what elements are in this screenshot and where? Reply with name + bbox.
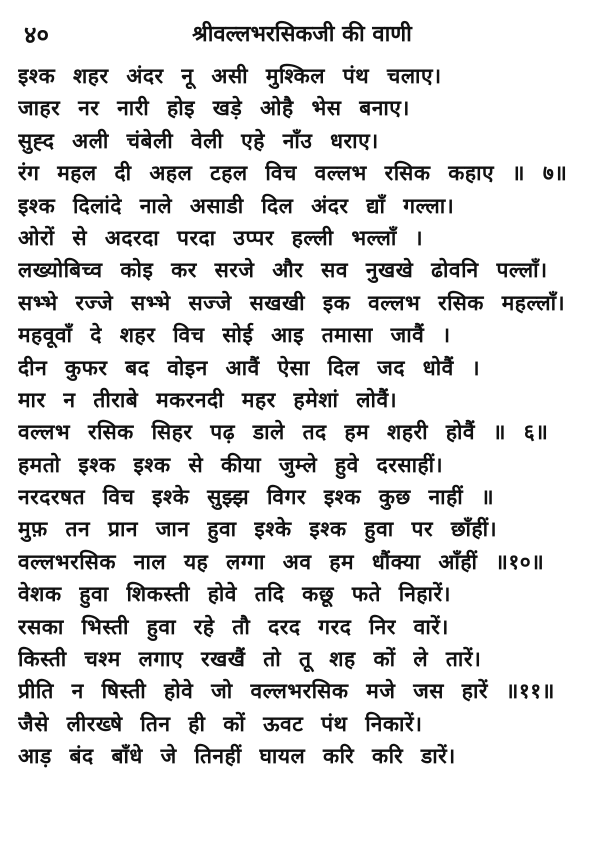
verse-line: इश्क दिलांदे नाले असाडी दिल अंदर द्याँ गल्ला। bbox=[18, 193, 455, 218]
verse-line: लख्योबिच्व कोइ कर सरजे और सव नुखखे ढोवनि पल्लाँ। bbox=[18, 258, 548, 283]
verse-line: रसका भिस्ती हुवा रहे तौ दरद गरद निर वारें। bbox=[18, 614, 449, 639]
verse-line: वल्लभ रसिक सिहर पढ़ डाले तद हम शहरी होवैं ॥ ६॥ bbox=[18, 420, 549, 445]
verse-line: सभ्भे रज्जे सभ्भे सज्जे सखखी इक वल्लभ रसिक महल्लाँ। bbox=[18, 290, 566, 315]
verse-line: दीन कुफर बद वोइन आवैं ऐसा दिल जद धोवैं । bbox=[18, 355, 481, 380]
verse-line: सुह्द अली चंबेली वेली एहे नाँउ धराए। bbox=[18, 128, 379, 153]
verse-line: जैसे लीरख्षे तिन ही कों ऊवट पंथ निकारें। bbox=[18, 711, 423, 736]
verse-line: रंग महल दी अहल टहल विच वल्लभ रसिक कहाए ॥ ७॥ bbox=[18, 161, 568, 186]
verse-line: हमतो इश्क इश्क से कीया जुम्ले हुवे दरसाहीं। bbox=[18, 452, 444, 477]
running-title: श्रीवल्लभरसिकजी की वाणी bbox=[192, 22, 412, 47]
verse-line: महवूवाँ दे शहर विच सोई आइ तमासा जावैं । bbox=[18, 323, 451, 348]
verse-line: ओरों से अदरदा परदा उप्पर हल्ली भल्लाँ । bbox=[18, 225, 424, 250]
verse-line: किस्ती चश्म लगाए रखखैं तो तू शह कों ले तारें। bbox=[18, 647, 482, 672]
verse-line: आड़ बंद बाँधे जे तिनहीं घायल करि करि डारें। bbox=[18, 744, 456, 769]
verse-line: वल्लभरसिक नाल यह लग्गा अव हम धौंक्या आँहीं ॥१०॥ bbox=[18, 549, 545, 574]
verse-line: नरदरषत विच इश्के सुझ्झ विगर इश्क कुछ नाहीं ॥ bbox=[18, 485, 495, 510]
verse-line: मुफ़ तन प्रान जान हुवा इश्के इश्क हुवा पर छाँहीं। bbox=[18, 517, 498, 542]
verse-line: मार न तीराबे मकरनदी महर हमेशां लोवैं। bbox=[18, 387, 398, 412]
page-header bbox=[18, 14, 586, 52]
verse-body bbox=[18, 60, 586, 773]
page-number: ४० bbox=[24, 21, 49, 49]
verse-line: वेशक हुवा शिकस्ती होवे तदि कछू फते निहारें। bbox=[18, 582, 452, 607]
verse-line: जाहर नर नारी होइ खड़े ओहै भेस बनाए। bbox=[18, 96, 410, 121]
verse-line: प्रीति न षिस्ती होवे जो वल्लभरसिक मजे जस हारें ॥११॥ bbox=[18, 679, 555, 704]
verse-line: इश्क शहर अंदर नू असी मुश्किल पंथ चलाए। bbox=[18, 64, 442, 88]
